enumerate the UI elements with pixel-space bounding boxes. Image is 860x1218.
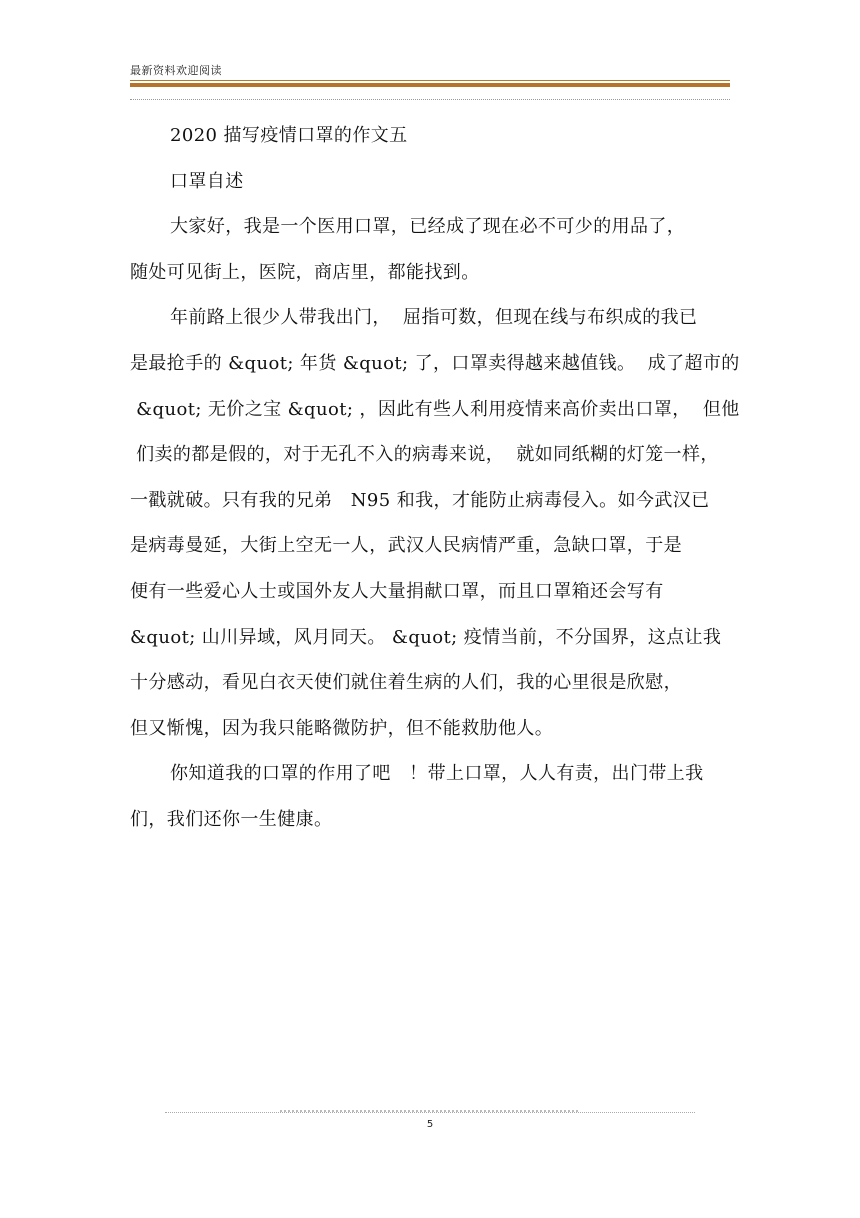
paragraph-1-line-2: 随处可见街上，医院，商店里，都能找到。	[130, 261, 480, 283]
running-header: 最新资料欢迎阅读	[130, 64, 222, 77]
paragraph-2-line-5: 一戳就破。只有我的兄弟 N95 和我，才能防止病毒侵入。如今武汉已	[130, 489, 710, 511]
paragraph-2-line-6: 是病毒曼延，大街上空无一人，武汉人民病情严重，急缺口罩，于是	[130, 535, 682, 557]
header-rule-thick	[130, 83, 730, 87]
paragraph-2-line-3: &quot; 无价之宝 &quot; ，因此有些人利用疫情来高价卖出口罩， 但他	[130, 398, 740, 420]
paragraph-2-line-7: 便有一些爱心人士或国外友人大量捐献口罩，而且口罩箱还会写有	[130, 580, 664, 602]
paragraph-3-line-1: 你知道我的口罩的作用了吧 ！带上口罩，人人有责，出门带上我	[170, 763, 704, 785]
header-rule-thin	[130, 80, 730, 81]
document-subtitle: 口罩自述	[170, 170, 244, 192]
paragraph-2-line-4: 们卖的都是假的，对于无孔不入的病毒来说， 就如同纸糊的灯笼一样，	[130, 444, 719, 466]
paragraph-2-line-9: 十分感动，看见白衣天使们就住着生病的人们，我的心里很是欣慰，	[130, 672, 682, 694]
paragraph-2-line-1: 年前路上很少人带我出门， 屈指可数，但现在线与布织成的我已	[170, 307, 698, 329]
document-title: 2020 描写疫情口罩的作文五	[170, 125, 408, 146]
footer-rule	[165, 1112, 695, 1113]
page-number: 5	[426, 1119, 434, 1130]
footer-rule-center	[280, 1110, 580, 1112]
document-body	[130, 113, 740, 843]
paragraph-3-line-2: 们，我们还你一生健康。	[130, 808, 333, 830]
paragraph-2-line-2: 是最抢手的 &quot; 年货 &quot; 了，口罩卖得越来越值钱。 成了超市的	[130, 352, 740, 374]
paragraph-2-line-8: &quot; 山川异域，风月同天。 &quot; 疫情当前，不分国界，这点让我	[130, 626, 722, 648]
paragraph-2-line-10: 但又惭愧，因为我只能略微防护，但不能救肋他人。	[130, 717, 554, 739]
header-rule-dotted	[130, 99, 730, 100]
paragraph-1-line-1: 大家好，我是一个医用口罩，已经成了现在必不可少的用品了，	[170, 216, 686, 238]
